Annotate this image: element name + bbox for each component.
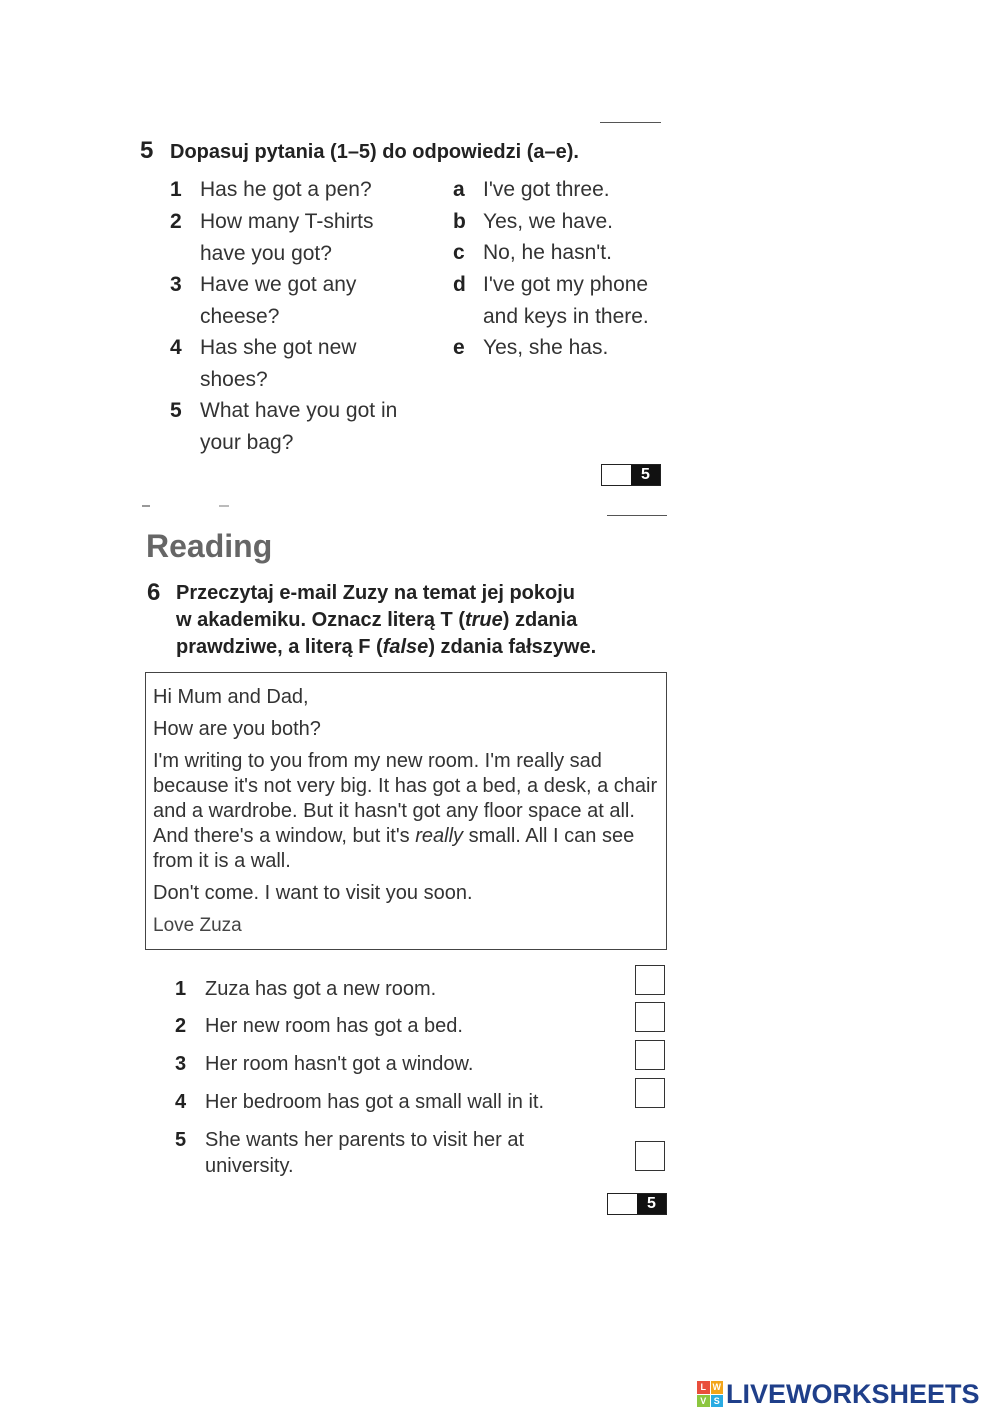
- statement-number: 4: [175, 1091, 187, 1113]
- statement-4: [175, 1089, 605, 1115]
- exercise-5-score-box: [601, 464, 661, 486]
- exercise-6-score-box: [607, 1193, 667, 1215]
- statement-5: [175, 1127, 595, 1179]
- liveworksheets-icon: L W V S: [697, 1381, 723, 1407]
- question-text: How many T-shirts have you got?: [200, 210, 374, 265]
- true-word: true: [464, 609, 503, 631]
- answer-text: Yes, she has.: [483, 336, 609, 359]
- exercise-6-number: 6: [147, 579, 161, 606]
- statement-number: 5: [175, 1129, 187, 1151]
- reading-heading: Reading: [146, 528, 273, 564]
- email-line-2: How are you both?: [153, 718, 321, 740]
- statement-text: Her new room has got a bed.: [205, 1015, 463, 1037]
- question-text: Has he got a pen?: [200, 178, 372, 201]
- section-tick-left: [142, 505, 150, 507]
- answer-box-1[interactable]: [635, 965, 665, 995]
- section-tick-mid: [219, 505, 229, 507]
- question-number: 4: [170, 336, 182, 359]
- answer-c: [453, 237, 673, 269]
- score-points: 5: [631, 465, 660, 485]
- statement-2: [175, 1013, 605, 1039]
- exercise-5-number: 5: [140, 137, 154, 164]
- answer-letter: a: [453, 178, 465, 201]
- statement-1: [175, 976, 605, 1002]
- exercise-6-instruction: [176, 580, 646, 661]
- email-box: [145, 672, 667, 950]
- answer-e: [453, 332, 673, 364]
- liveworksheets-logo: [697, 1380, 980, 1408]
- question-number: 5: [170, 399, 182, 422]
- answer-a: [453, 174, 673, 206]
- answer-box-3[interactable]: [635, 1040, 665, 1070]
- question-number: 3: [170, 273, 182, 296]
- statement-text: Zuza has got a new room.: [205, 978, 437, 1000]
- false-word: false: [382, 636, 429, 658]
- answer-text: No, he hasn't.: [483, 241, 612, 264]
- score-blank[interactable]: [602, 465, 631, 485]
- question-text: Has she got new shoes?: [200, 336, 357, 391]
- question-number: 2: [170, 210, 182, 233]
- answer-letter: e: [453, 336, 465, 359]
- question-number: 1: [170, 178, 182, 201]
- liveworksheets-wordmark: LIVEWORKSHEETS: [726, 1378, 980, 1409]
- instruction-line-2: w akademiku. Oznacz literą T (true) zdania: [176, 609, 578, 631]
- question-3: [170, 269, 385, 332]
- answer-letter: b: [453, 210, 466, 233]
- email-paragraph: I'm writing to you from my new room. I'm really sad because it's not very big. It has got a bed, a desk, a chair and a wardrobe. But it hasn't got any floor space at all. And there's a window, but it's really small. All I can see from it is a wall.: [153, 750, 658, 872]
- top-rule: [600, 122, 661, 123]
- statement-text: Her bedroom has got a small wall in it.: [205, 1091, 545, 1113]
- answer-box-2[interactable]: [635, 1002, 665, 1032]
- answer-letter: c: [453, 241, 465, 264]
- statement-text: Her room hasn't got a window.: [205, 1053, 474, 1075]
- question-4: [170, 332, 385, 395]
- answer-letter: d: [453, 273, 466, 296]
- answer-text: Yes, we have.: [483, 210, 613, 233]
- instruction-line-3: prawdziwe, a literą F (false) zdania fałszywe.: [176, 636, 597, 658]
- answer-b: [453, 206, 673, 238]
- score-blank[interactable]: [608, 1194, 637, 1214]
- statement-number: 3: [175, 1053, 187, 1075]
- statement-3: [175, 1051, 605, 1077]
- answer-d: [453, 269, 668, 332]
- answer-box-4[interactable]: [635, 1078, 665, 1108]
- question-2: [170, 206, 400, 269]
- statement-number: 2: [175, 1015, 187, 1037]
- question-text: Have we got any cheese?: [200, 273, 357, 328]
- section-rule-right: [607, 515, 667, 516]
- score-points: 5: [637, 1194, 666, 1214]
- question-text: What have you got in your bag?: [200, 399, 398, 454]
- question-5: [170, 395, 420, 458]
- instruction-line-1: Przeczytaj e-mail Zuzy na temat jej pokoju: [176, 582, 576, 604]
- email-greeting: Hi Mum and Dad,: [153, 686, 309, 708]
- answer-box-5[interactable]: [635, 1141, 665, 1171]
- statement-text: She wants her parents to visit her at university.: [205, 1129, 525, 1177]
- statement-number: 1: [175, 978, 187, 1000]
- question-1: [170, 174, 420, 206]
- email-line-4: Don't come. I want to visit you soon.: [153, 882, 473, 904]
- answer-text: I've got three.: [483, 178, 610, 201]
- answer-text: I've got my phone and keys in there.: [483, 273, 649, 328]
- exercise-5-instruction: Dopasuj pytania (1–5) do odpowiedzi (a–e).: [170, 141, 579, 163]
- email-signoff: Love Zuza: [153, 915, 242, 936]
